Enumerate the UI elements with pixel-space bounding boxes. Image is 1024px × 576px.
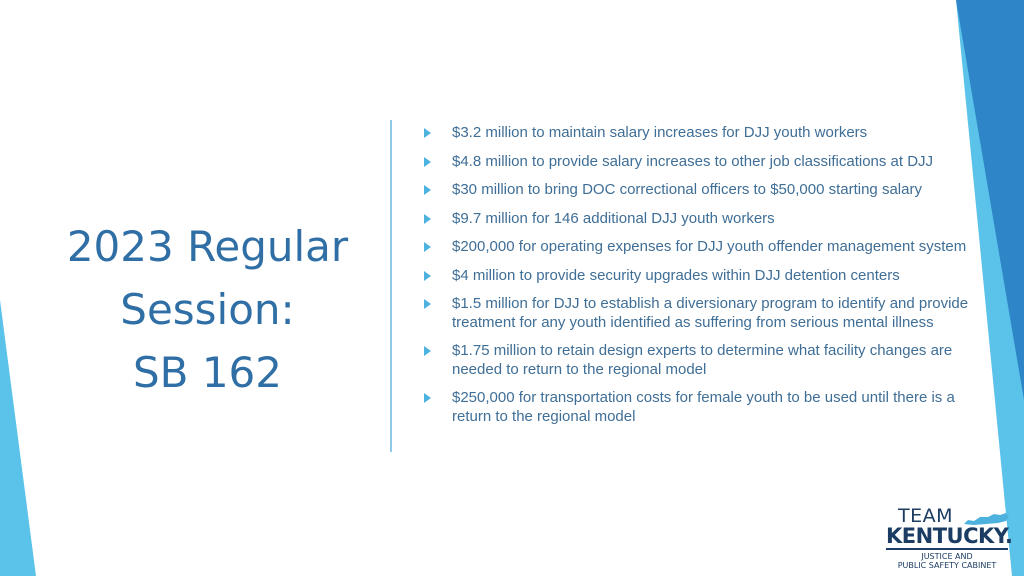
list-item [420, 389, 980, 426]
bullet-arrow-icon [424, 242, 431, 252]
list-item [420, 238, 980, 257]
title-line-1: 2023 Regular [66, 222, 349, 271]
bullet-text: $9.7 million for 146 additional DJJ youth workers [452, 209, 775, 227]
bullet-text: $1.5 million for DJJ to establish a diversionary program to identify and provide treatment for any youth identified as suffering from serious mental illness [452, 295, 969, 331]
bullet-text: $4.8 million to provide salary increases to other job classifications at DJJ [452, 152, 934, 170]
logo-subtitle-line1: JUSTICE AND [921, 552, 973, 561]
logo-rule [886, 548, 1008, 550]
bullet-arrow-icon [424, 157, 431, 167]
logo-team-text: TEAM [898, 505, 954, 527]
team-kentucky-logo [884, 505, 1014, 571]
bullet-text: $1.75 million to retain design experts to determine what facility changes are needed to return to the regional model [452, 342, 953, 378]
list-item [420, 295, 980, 332]
list-item [420, 124, 980, 143]
list-item [420, 342, 980, 379]
bullet-text: $4 million to provide security upgrades within DJJ detention centers [452, 266, 900, 284]
bullet-arrow-icon [424, 299, 431, 309]
bullet-arrow-icon [424, 393, 431, 403]
bullet-text: $200,000 for operating expenses for DJJ youth offender management system [452, 238, 967, 255]
bullet-text: $3.2 million to maintain salary increases for DJJ youth workers [452, 124, 868, 141]
left-accent-bar [0, 300, 36, 576]
vertical-divider [390, 120, 392, 452]
bullet-arrow-icon [424, 185, 431, 195]
title-line-2: Session: [120, 285, 295, 334]
bullet-arrow-icon [424, 271, 431, 281]
logo-kentucky-text: KENTUCKY. [886, 524, 1013, 548]
bullet-arrow-icon [424, 214, 431, 224]
list-item [420, 210, 980, 229]
bullet-list [420, 124, 980, 436]
bullet-arrow-icon [424, 346, 431, 356]
bullet-arrow-icon [424, 128, 431, 138]
list-item [420, 267, 980, 286]
slide-title [40, 215, 375, 404]
logo-subtitle-line2: PUBLIC SAFETY CABINET [897, 561, 997, 570]
title-line-3: SB 162 [133, 348, 282, 397]
bullet-text: $250,000 for transportation costs for female youth to be used until there is a return to the regional model [452, 389, 955, 425]
list-item [420, 153, 980, 172]
bullet-text: $30 million to bring DOC correctional officers to $50,000 starting salary [452, 181, 922, 198]
list-item [420, 181, 980, 200]
